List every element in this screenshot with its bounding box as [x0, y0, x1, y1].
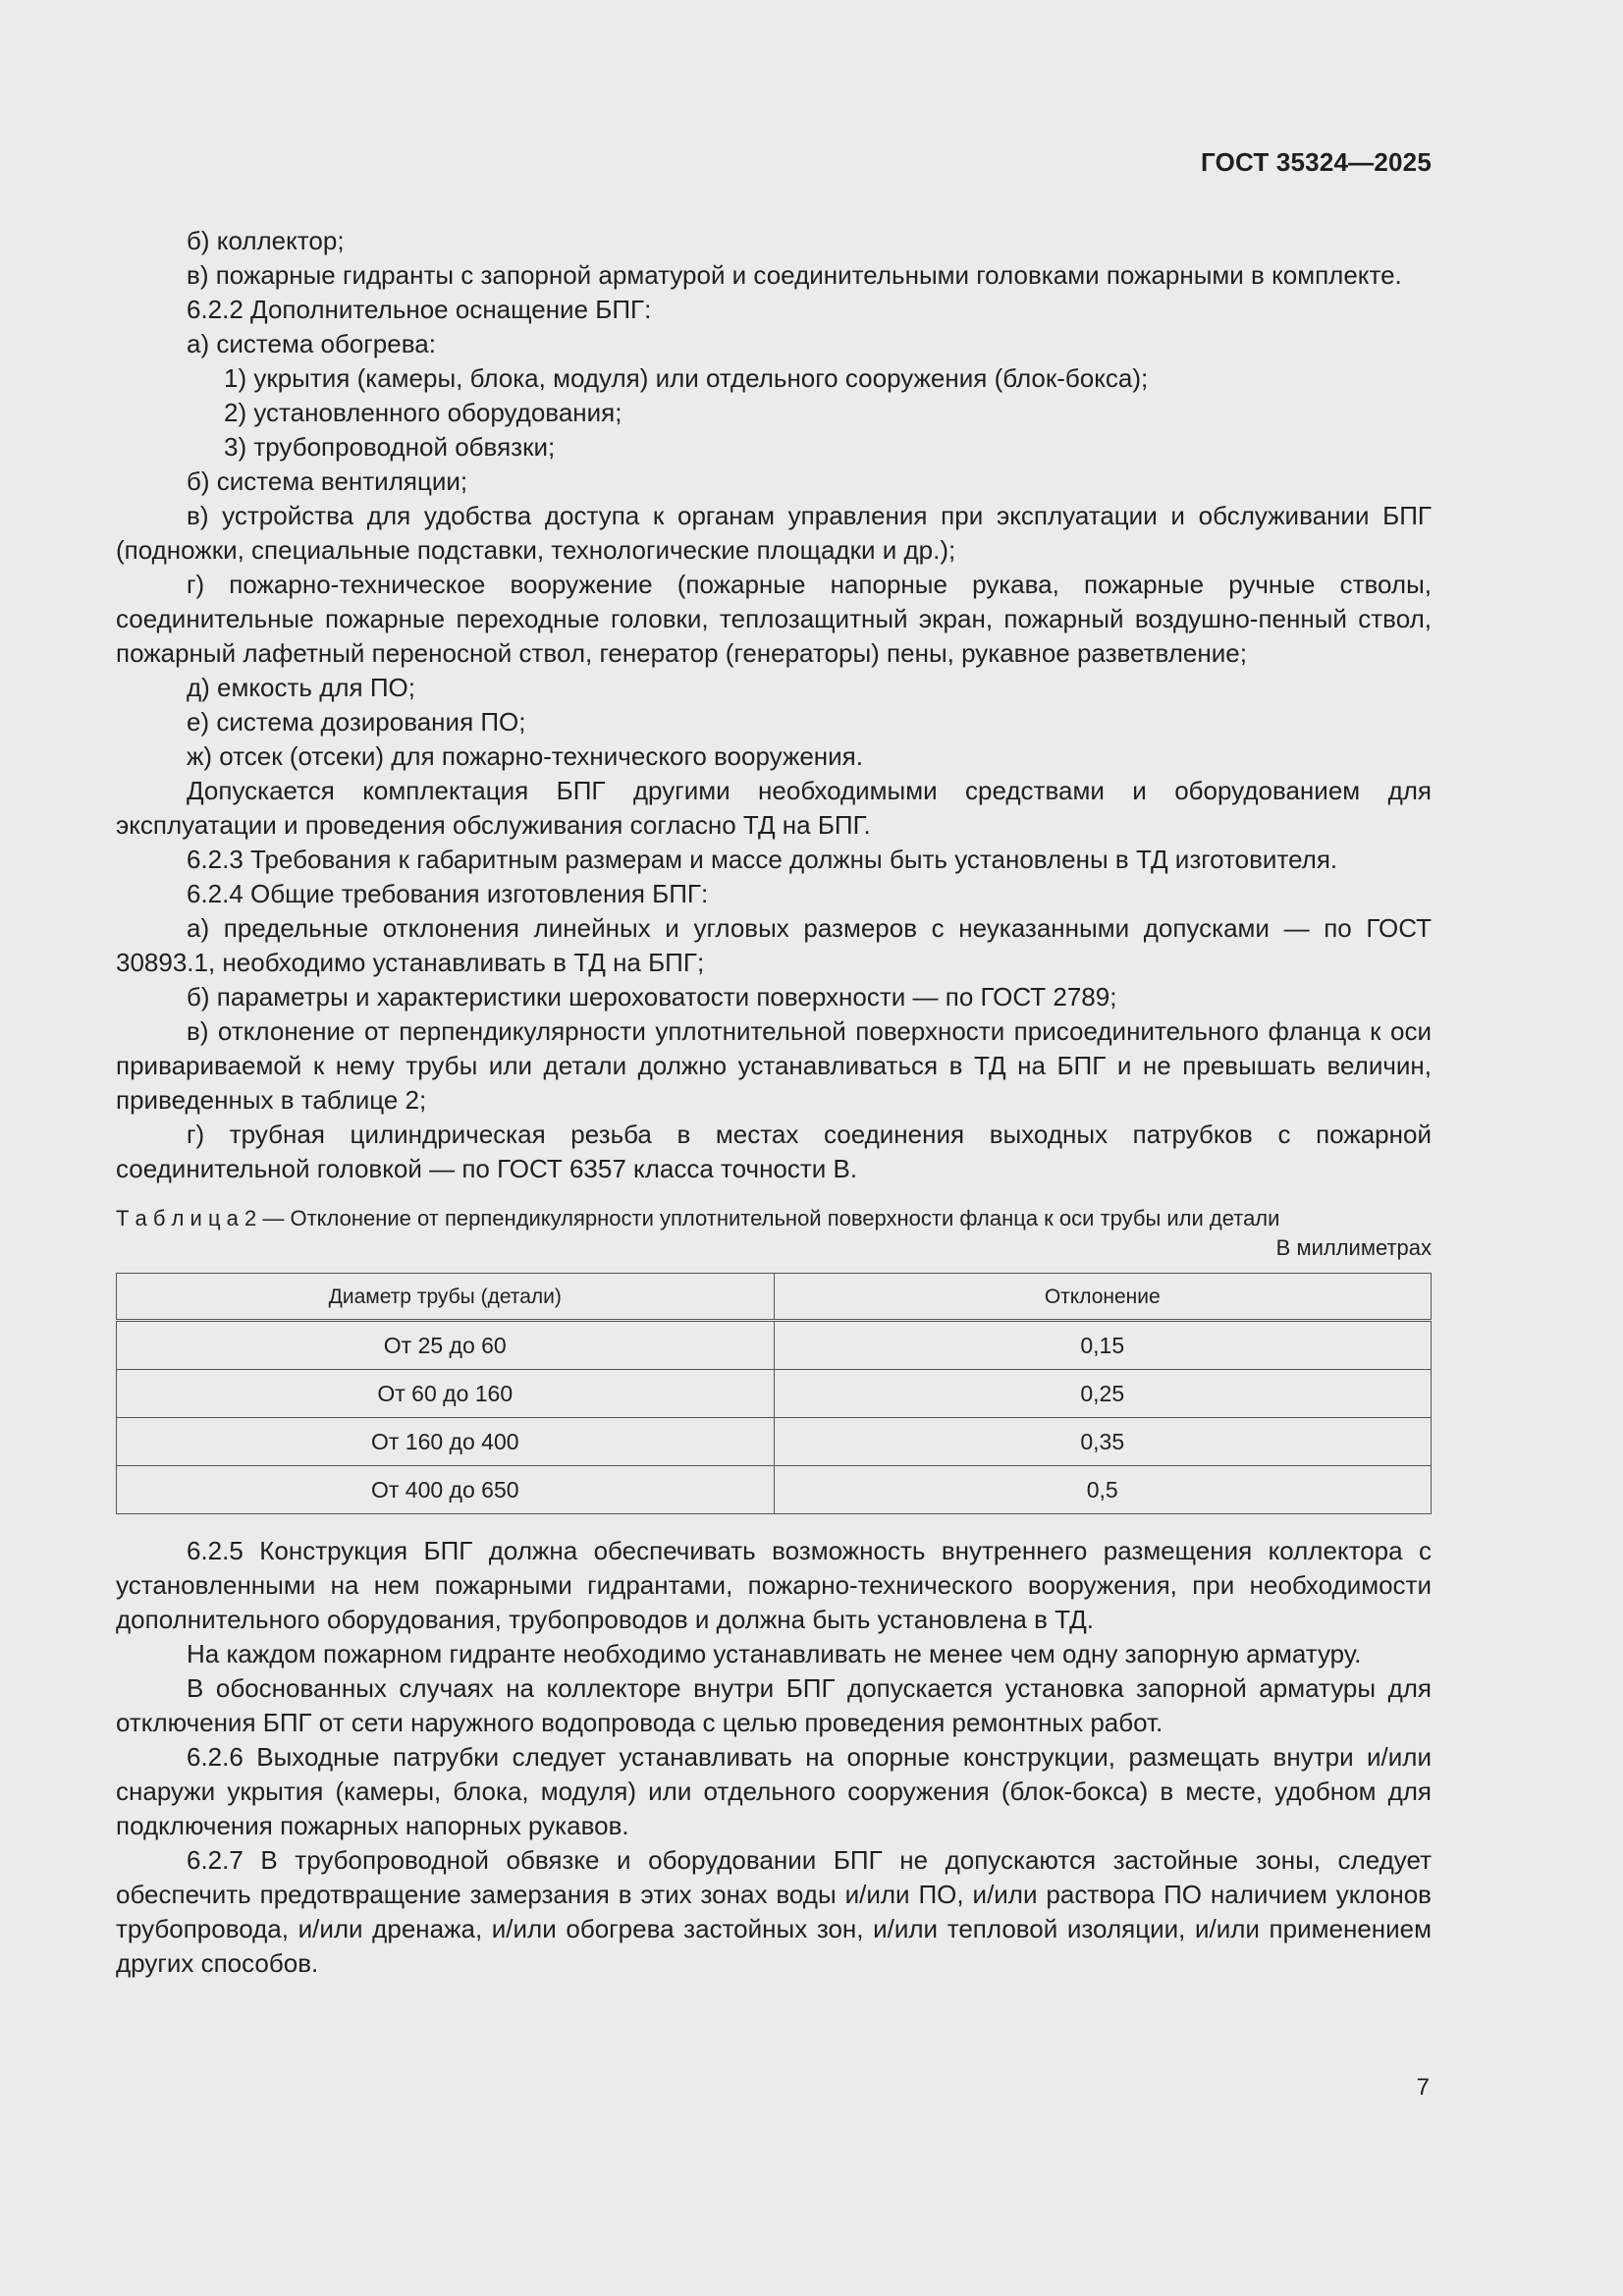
cell-deviation: 0,35	[774, 1418, 1432, 1466]
paragraph: б) система вентиляции;	[187, 466, 468, 496]
paragraph: а) система обогрева:	[187, 329, 436, 358]
document-id: ГОСТ 35324—2025	[1201, 147, 1432, 177]
cell-diameter: От 60 до 160	[117, 1370, 775, 1418]
cell-diameter: От 160 до 400	[117, 1418, 775, 1466]
paragraph: в) пожарные гидранты с запорной арматурой и соединительными головками пожарными в комплекте.	[187, 260, 1402, 290]
paragraph: в) отклонение от перпендикулярности уплотнительной поверхности присоединительного фланца к оси привариваемой к нему трубы или детали должно устанавливаться в ТД на БПГ и не превышать величин, приведенных в таблице 2;	[116, 1016, 1432, 1115]
paragraph: а) предельные отклонения линейных и угловых размеров с неуказанными допусками — по ГОСТ 30893.1, необходимо устанавливать в ТД на БПГ;	[116, 913, 1432, 977]
document-body	[116, 224, 1432, 1981]
table-caption: Т а б л и ц а 2 — Отклонение от перпендикулярности уплотнительной поверхности фланца к оси трубы или детали	[116, 1206, 1280, 1230]
table-row	[117, 1370, 1432, 1418]
paragraph: 2) установленного оборудования;	[224, 398, 622, 427]
paragraph: д) емкость для ПО;	[187, 673, 415, 702]
header-deviation: Отклонение	[774, 1274, 1432, 1321]
table-row	[117, 1466, 1432, 1514]
table-units: В миллиметрах	[1275, 1235, 1432, 1260]
paragraph: ж) отсек (отсеки) для пожарно-технического вооружения.	[187, 741, 863, 771]
cell-diameter: От 400 до 650	[117, 1466, 775, 1514]
paragraph: 6.2.5 Конструкция БПГ должна обеспечивать возможность внутреннего размещения коллектора с установленными на нем пожарными гидрантами, пожарно-технического вооружения, при необходимости дополнительного оборудования, трубопроводов и должна быть установлена в ТД.	[116, 1536, 1432, 1634]
paragraph: 6.2.7 В трубопроводной обвязке и оборудовании БПГ не допускаются застойные зоны, следует обеспечить предотвращение замерзания в этих зонах воды и/или ПО, и/или раствора ПО наличием уклонов трубопровода, и/или дренажа, и/или обогрева застойных зон, и/или тепловой изоляции, и/или применением других способов.	[116, 1845, 1432, 1978]
cell-deviation: 0,5	[774, 1466, 1432, 1514]
paragraph: г) трубная цилиндрическая резьба в местах соединения выходных патрубков с пожарной соединительной головкой — по ГОСТ 6357 класса точности В.	[116, 1120, 1432, 1183]
paragraph: 6.2.4 Общие требования изготовления БПГ:	[187, 879, 709, 908]
cell-deviation: 0,25	[774, 1370, 1432, 1418]
header-diameter: Диаметр трубы (детали)	[117, 1274, 775, 1321]
table-row	[117, 1321, 1432, 1370]
table-header-row	[117, 1274, 1432, 1321]
paragraphs-top	[116, 224, 1432, 1186]
table-row	[117, 1418, 1432, 1466]
paragraph: в) устройства для удобства доступа к органам управления при эксплуатации и обслуживании БПГ (подножки, специальные подставки, технологические площадки и др.);	[116, 501, 1432, 565]
paragraph: 1) укрытия (камеры, блока, модуля) или отдельного сооружения (блок-бокса);	[224, 363, 1149, 393]
paragraph: 6.2.3 Требования к габаритным размерам и массе должны быть установлены в ТД изготовителя.	[187, 845, 1338, 874]
paragraph: г) пожарно-техническое вооружение (пожарные напорные рукава, пожарные ручные стволы, соединительные пожарные переходные головки, теплозащитный экран, пожарный воздушно-пенный ствол, пожарный лафетный переносной ствол, генератор (генераторы) пены, рукавное разветвление;	[116, 570, 1432, 668]
cell-deviation: 0,15	[774, 1321, 1432, 1370]
paragraph: Допускается комплектация БПГ другими необходимыми средствами и оборудованием для эксплуатации и проведения обслуживания согласно ТД на БПГ.	[116, 776, 1432, 840]
paragraph: 6.2.2 Дополнительное оснащение БПГ:	[187, 295, 652, 324]
cell-diameter: От 25 до 60	[117, 1321, 775, 1370]
paragraph: б) коллектор;	[187, 226, 345, 255]
paragraph: На каждом пожарном гидранте необходимо устанавливать не менее чем одну запорную арматуру.	[187, 1639, 1362, 1668]
deviation-table	[116, 1273, 1432, 1514]
paragraph: б) параметры и характеристики шероховатости поверхности — по ГОСТ 2789;	[187, 982, 1117, 1011]
paragraph: 6.2.6 Выходные патрубки следует устанавливать на опорные конструкции, размещать внутри и/или снаружи укрытия (камеры, блока, модуля) или отдельного сооружения (блок-бокса) в месте, удобном для подключения пожарных напорных рукавов.	[116, 1742, 1432, 1840]
paragraph: 3) трубопроводной обвязки;	[224, 432, 556, 462]
page-number: 7	[1416, 2074, 1430, 2101]
paragraphs-bottom	[116, 1534, 1432, 1981]
paragraph: е) система дозирования ПО;	[187, 707, 526, 737]
paragraph: В обоснованных случаях на коллекторе внутри БПГ допускается установка запорной арматуры для отключения БПГ от сети наружного водопровода с целью проведения ремонтных работ.	[116, 1673, 1432, 1737]
